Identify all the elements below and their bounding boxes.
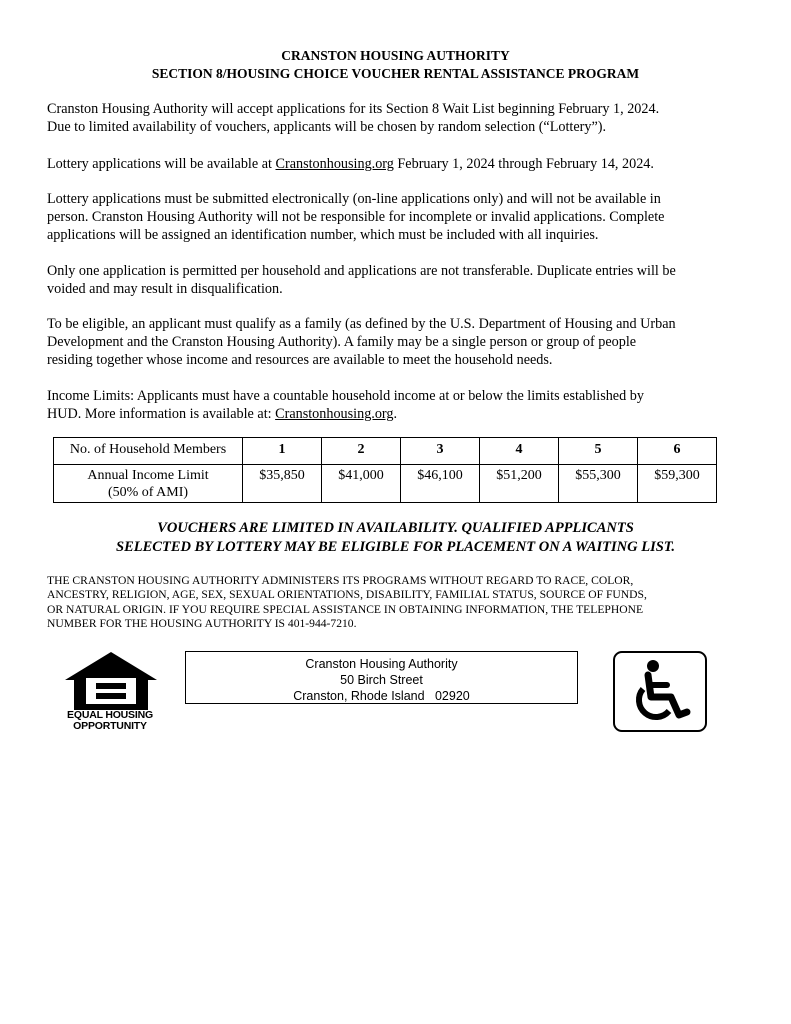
table-column-header: 1 [243, 438, 322, 465]
table-cell: $55,300 [559, 465, 638, 503]
table-cell: $46,100 [401, 465, 480, 503]
website-link[interactable]: Cranstonhousing.org [275, 156, 394, 172]
table-header-label: No. of Household Members [54, 438, 243, 465]
table-column-header: 6 [638, 438, 717, 465]
address-name: Cranston Housing Authority [305, 657, 458, 671]
address-box [185, 651, 578, 704]
table-cell: $35,850 [243, 465, 322, 503]
paragraph-electronic: Lottery applications must be submitted electronically (on-line applications only) and will not be available in person. Cranston Housing Authority will not be responsible for incomplete or invalid applications. Complete applications will be assigned an identification number, which must be included with all inquiries. [47, 191, 665, 243]
address-street: 50 Birch Street [340, 673, 423, 687]
table-column-header: 3 [401, 438, 480, 465]
paragraph-one-application: Only one application is permitted per household and applications are not transferable. Duplicate entries will be voided and may result in disqualification. [47, 263, 676, 297]
table-header-row [54, 438, 717, 465]
table-column-header: 5 [559, 438, 638, 465]
table-cell: $59,300 [638, 465, 717, 503]
address-city: Cranston, Rhode Island 02920 [293, 689, 470, 703]
income-limit-table [53, 437, 717, 503]
website-link-2[interactable]: Cranstonhousing.org [275, 406, 394, 422]
table-row [54, 465, 717, 503]
non-discrimination-notice: THE CRANSTON HOUSING AUTHORITY ADMINISTERS ITS PROGRAMS WITHOUT REGARD TO RACE, COLOR, ANCESTRY, RELIGION, AGE, SEX, SEXUAL ORIENTATIONS, DISABILITY, FAMILIAL STATUS, SOURCE OF FUNDS, OR NATURAL ORIGIN. IF YOU REQUIRE SPECIAL ASSISTANCE IN OBTAINING INFORMATION, THE TELEPHONE NUMBER FOR THE HOUSING AUTHORITY IS 401-944-7210. [47, 574, 647, 630]
paragraph-availability: Lottery applications will be available at Cranstonhousing.org February 1, 2024 through February 14, 2024. [47, 156, 654, 172]
table-cell: $51,200 [480, 465, 559, 503]
warning-line-1: VOUCHERS ARE LIMITED IN AVAILABILITY. QUALIFIED APPLICANTS [157, 520, 634, 536]
header-title: CRANSTON HOUSING AUTHORITY [281, 48, 510, 63]
header-subtitle: SECTION 8/HOUSING CHOICE VOUCHER RENTAL ASSISTANCE PROGRAM [151, 66, 640, 81]
table-cell: $41,000 [322, 465, 401, 503]
wheelchair-icon [615, 653, 705, 730]
table-column-header: 4 [480, 438, 559, 465]
table-row-label: Annual Income Limit (50% of AMI) [54, 465, 243, 503]
equal-housing-logo-text: EQUAL HOUSING OPPORTUNITY [67, 709, 153, 732]
paragraph-income-limits: Income Limits: Applicants must have a countable household income at or below the limits established by HUD. More information is available at: Cranstonhousing.org. [47, 388, 644, 422]
table-column-header: 2 [322, 438, 401, 465]
paragraph-eligibility: To be eligible, an applicant must qualify as a family (as defined by the U.S. Department of Housing and Urban Development and the Cranston Housing Authority). A family may be a single person or group of people residing together whose income and resources are available to meet the household needs. [47, 316, 676, 368]
accessibility-badge [613, 651, 707, 732]
paragraph-wait-list: Cranston Housing Authority will accept applications for its Section 8 Wait List beginning February 1, 2024. Due to limited availability of vouchers, applicants will be chosen by random selection (“Lottery”). [47, 101, 660, 135]
warning-line-2: SELECTED BY LOTTERY MAY BE ELIGIBLE FOR PLACEMENT ON A WAITING LIST. [116, 539, 675, 555]
